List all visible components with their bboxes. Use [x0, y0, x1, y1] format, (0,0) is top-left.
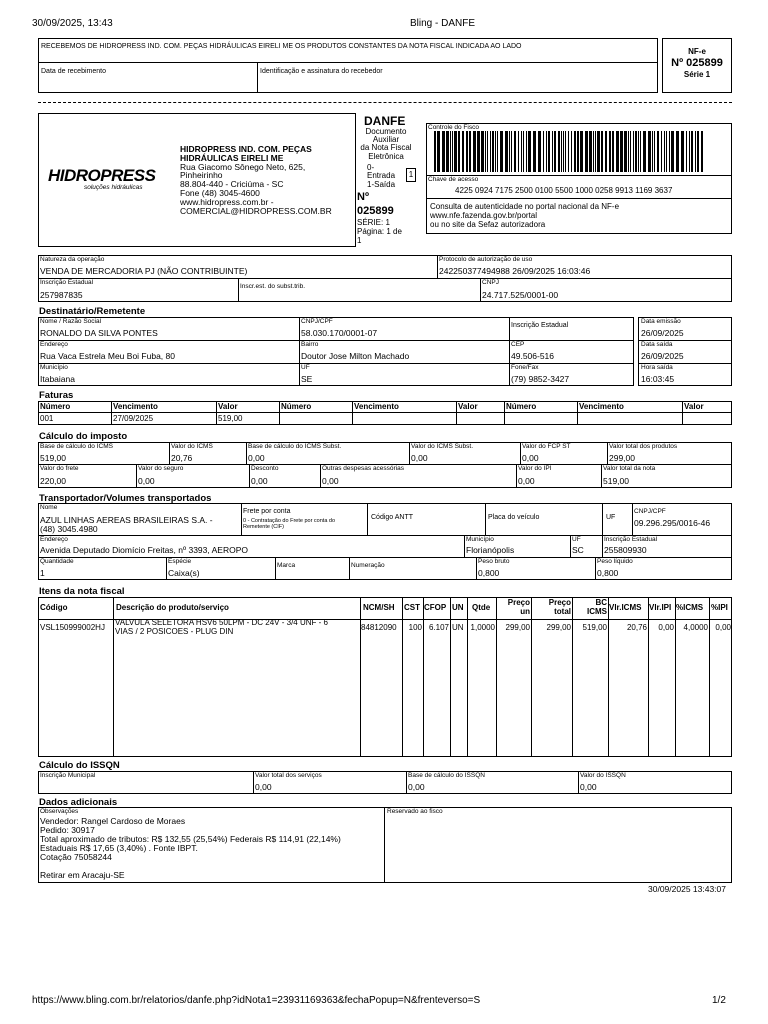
danfe-serie: SÉRIE: 1 [357, 218, 390, 227]
issqn-servicos-label: Valor total dos serviços [255, 772, 322, 779]
emitter-name-1: HIDROPRESS IND. COM. PEÇAS [180, 144, 312, 154]
nome-value: RONALDO DA SILVA PONTES [40, 328, 158, 338]
barcode-bar [630, 131, 631, 172]
col-vlicms: Vlr.ICMS [609, 603, 642, 612]
saida-label: Data saída [641, 341, 673, 348]
canhoto-nfe-label: NF-e [688, 47, 706, 56]
total-produtos-value: 299,00 [609, 453, 635, 463]
reservado-fisco-label: Reservado ao fisco [387, 808, 443, 815]
barcode-bar [454, 131, 457, 172]
transp-ie-value: 255809930 [604, 545, 647, 555]
barcode-bar [511, 131, 512, 172]
emitter-phone: Fone (48) 3045-4600 [180, 188, 260, 198]
outras-despesas-label: Outras despesas acessórias [322, 465, 405, 472]
bairro-label: Bairro [301, 341, 319, 348]
vl-icms-value: 20,76 [171, 453, 193, 463]
barcode-bar [543, 131, 544, 172]
uf-value: SE [301, 374, 313, 384]
barcode-bar [593, 131, 594, 172]
vl-icms-label: Valor do ICMS [171, 443, 213, 450]
municipio-value: Itabaiana [40, 374, 75, 384]
barcode-bar [538, 131, 541, 172]
barcode-bar [434, 131, 436, 172]
frete-value: 220,00 [40, 476, 66, 486]
page-number: 1/2 [712, 995, 726, 1006]
barcode-bar [458, 131, 460, 172]
barcode-bar [548, 131, 550, 172]
emitter-website: www.hidropress.com.br - [180, 197, 274, 207]
emitter-email: COMERCIAL@HIDROPRESS.COM.BR [180, 206, 332, 216]
danfe-sub2: Auxiliar [372, 135, 400, 144]
adicionais-section: Dados adicionais [39, 797, 118, 808]
barcode-bar [528, 131, 531, 172]
col-bc-1: BC [595, 598, 607, 607]
issqn-table [38, 771, 732, 794]
uf-label: UF [301, 364, 310, 371]
chave-acesso-label: Chave de acesso [428, 176, 479, 183]
consulta-line-3: ou no site da Sefaz autorizadora [430, 220, 546, 229]
barcode-bar [686, 131, 687, 172]
col-codigo: Código [40, 603, 68, 612]
emitter-city: 88.804-440 - Criciúma - SC [180, 179, 284, 189]
peso-bruto-label: Peso bruto [478, 558, 510, 565]
col-preco-total-2: total [554, 607, 571, 616]
issqn-valor-label: Valor do ISSQN [580, 772, 626, 779]
obs-line: Pedido: 30917 [40, 825, 95, 835]
bc-icms-st-label: Base de cálculo do ICMS Subst. [248, 443, 342, 450]
item-picms: 4,0000 [683, 623, 708, 632]
item-desc-1: VALVULA SELETORA HSV6 50LPM - DC 24V - 3/4 UNF - 6 [115, 618, 328, 627]
placa-label: Placa do veículo [488, 514, 540, 521]
barcode-bar [638, 131, 639, 172]
barcode-bar [552, 131, 553, 172]
barcode [434, 131, 704, 172]
bc-icms-value: 519,00 [40, 453, 66, 463]
fatura-h-numero-1: Número [40, 402, 71, 411]
issqn-bc-label: Base de cálculo do ISSQN [408, 772, 485, 779]
barcode-bar [666, 131, 667, 172]
col-pipi: %IPI [711, 603, 728, 612]
barcode-bar [490, 131, 491, 172]
natureza-label: Natureza da operação [40, 256, 105, 263]
item-preco-total: 299,00 [546, 623, 571, 632]
page-title: Bling - DANFE [410, 18, 476, 29]
item-un: UN [452, 623, 464, 632]
peso-liquido-label: Peso líquido [597, 558, 633, 565]
barcode-bar [523, 131, 524, 172]
barcode-bar [473, 131, 476, 172]
barcode-bar [652, 131, 653, 172]
barcode-bar [533, 131, 536, 172]
qtd-label: Quantidade [40, 558, 74, 565]
col-vlipi: Vlr.IPI [649, 603, 672, 612]
fone-value: (79) 9852-3427 [511, 374, 570, 384]
danfe-title: DANFE [364, 114, 406, 128]
item-cst: 100 [408, 623, 422, 632]
fcp-st-label: Valor do FCP ST [522, 443, 571, 450]
col-ncm: NCM/SH [363, 603, 395, 612]
barcode-bar [497, 131, 498, 172]
item-desc-2: VIAS / 2 POSICOES - PLUG DIN [115, 627, 234, 636]
barcode-bar [574, 131, 576, 172]
barcode-bar [492, 131, 494, 172]
danfe-pagina-2: 1 [357, 236, 362, 245]
nome-label: Nome / Razão Social [40, 318, 102, 325]
barcode-bar [526, 131, 527, 172]
barcode-bar [671, 131, 674, 172]
barcode-bar [495, 131, 496, 172]
barcode-bar [620, 131, 623, 172]
obs-line: Vendedor: Rangel Cardoso de Moraes [40, 816, 186, 826]
printed-at: 30/09/2025 13:43:07 [648, 884, 726, 894]
col-descricao: Descrição do produto/serviço [116, 603, 229, 612]
emissao-value: 26/09/2025 [641, 328, 684, 338]
barcode-bar [577, 131, 579, 172]
barcode-bar [509, 131, 510, 172]
fatura-vencimento: 27/09/2025 [113, 414, 154, 423]
barcode-bar [676, 131, 679, 172]
cep-label: CEP [511, 341, 525, 348]
danfe-sub3: da Nota Fiscal [360, 143, 412, 152]
fatura-h-valor-3: Valor [684, 402, 704, 411]
barcode-bar [633, 131, 634, 172]
dest-ie-label: Inscrição Estadual [511, 322, 569, 329]
faturas-section: Faturas [39, 390, 74, 401]
obs-line: Retirar em Aracaju-SE [40, 870, 125, 880]
barcode-bar [565, 131, 566, 172]
barcode-bar [452, 131, 453, 172]
fatura-valor: 519,00 [218, 414, 243, 423]
entrada-option: 0- [367, 163, 375, 172]
col-picms: %ICMS [676, 603, 704, 612]
natureza-value: VENDA DE MERCADORIA PJ (NÃO CONTRIBUINTE) [40, 266, 248, 276]
danfe-pagina: Página: 1 de [357, 227, 402, 236]
col-preco-un-2: un [520, 607, 530, 616]
ie-label: Inscrição Estadual [40, 279, 94, 286]
barcode-bar [595, 131, 596, 172]
outras-despesas-value: 0,00 [322, 476, 339, 486]
bc-icms-st-value: 0,00 [248, 453, 265, 463]
transp-ie-label: Inscrição Estadual [604, 536, 658, 543]
barcode-bar [554, 131, 556, 172]
issqn-valor-value: 0,00 [580, 782, 597, 792]
ipi-label: Valor do IPI [518, 465, 552, 472]
col-preco-un-1: Preço [507, 598, 530, 607]
cut-line [38, 102, 732, 103]
especie-value: Caixa(s) [168, 568, 200, 578]
barcode-bar [446, 131, 449, 172]
hidropress-logo: HIDROPRESS [48, 166, 156, 185]
barcode-bar [571, 131, 572, 172]
barcode-bar [568, 131, 569, 172]
receiver-sign-label: Identificação e assinatura do recebedor [260, 68, 383, 75]
transp-uf2-label: UF [572, 536, 581, 543]
barcode-bar [477, 131, 480, 172]
barcode-bar [558, 131, 560, 172]
barcode-bar [450, 131, 451, 172]
emissao-label: Data emissão [641, 318, 681, 325]
qtd-value: 1 [40, 568, 45, 578]
item-preco-un: 299,00 [505, 623, 530, 632]
frete-conta-1: 0 - Contratação do Frete por conta do [243, 518, 336, 524]
canhoto-nfe-number: Nº 025899 [671, 57, 723, 69]
obs-line: Estaduais R$ 17,65 (3,40%) . Fonte IBPT. [40, 843, 198, 853]
saida-value: 26/09/2025 [641, 351, 684, 361]
fatura-h-numero-3: Número [506, 402, 537, 411]
cnpj-label: CNPJ [482, 279, 499, 286]
hora-value: 16:03:45 [641, 374, 675, 384]
total-produtos-label: Valor total dos produtos [609, 443, 678, 450]
barcode-bar [681, 131, 684, 172]
barcode-bar [514, 131, 516, 172]
especie-label: Espécie [168, 558, 192, 565]
barcode-bar [487, 131, 488, 172]
barcode-bar [628, 131, 629, 172]
frete-label: Valor do frete [40, 465, 79, 472]
barcode-bar [500, 131, 503, 172]
item-vlipi: 0,00 [658, 623, 674, 632]
protocolo-label: Protocolo de autorização de uso [439, 256, 533, 263]
frete-conta-2: Remetente (CIF) [243, 524, 284, 530]
obs-line: Cotação 75058244 [40, 852, 112, 862]
barcode-bar [664, 131, 665, 172]
issqn-im-label: Inscrição Municipal [40, 772, 96, 779]
barcode-bar [518, 131, 519, 172]
barcode-bar [563, 131, 564, 172]
barcode-bar [648, 131, 651, 172]
barcode-bar [695, 131, 696, 172]
transporte-section: Transportador/Volumes transportados [39, 493, 212, 504]
transp-endereco-value: Avenida Deputado Diomício Freitas, nº 3393, AEROPO [40, 545, 249, 555]
barcode-bar [640, 131, 641, 172]
barcode-bar [561, 131, 562, 172]
danfe-sub1: Documento [365, 127, 407, 136]
item-codigo: VSL150999002HJ [40, 623, 105, 632]
transp-uf2-value: SC [572, 545, 584, 555]
fatura-numero: 001 [40, 414, 54, 423]
imposto-section: Cálculo do imposto [39, 431, 128, 442]
barcode-bar [546, 131, 547, 172]
fatura-h-vencimento-1: Vencimento [113, 402, 158, 411]
emitter-address-1: Rua Giacomo Sônego Neto, 625, [180, 162, 306, 172]
barcode-bar [481, 131, 484, 172]
seguro-value: 0,00 [138, 476, 155, 486]
print-datetime: 30/09/2025, 13:43 [32, 18, 113, 29]
barcode-bar [437, 131, 440, 172]
barcode-bar [485, 131, 486, 172]
emitter-name-2: HIDRÁULICAS EIRELI ME [180, 153, 284, 163]
transp-cnpj-value: 09.296.295/0016-46 [634, 518, 711, 528]
barcode-bar [466, 131, 468, 172]
item-ncm: 84812090 [361, 623, 397, 632]
col-qtde: Qtde [472, 603, 491, 612]
itens-section: Itens da nota fiscal [39, 586, 125, 597]
item-pipi: 0,00 [715, 623, 731, 632]
marca-label: Marca [277, 562, 296, 569]
item-vlicms: 20,76 [626, 623, 647, 632]
destinatario-section: Destinatário/Remetente [39, 306, 146, 317]
barcode-bar [601, 131, 603, 172]
barcode-bar [609, 131, 611, 172]
issqn-section: Cálculo do ISSQN [39, 760, 120, 771]
danfe-numero: 025899 [357, 205, 394, 217]
col-un: UN [452, 603, 464, 612]
col-preco-total-1: Preço [548, 598, 571, 607]
transp-municipio-value: Florianópolis [466, 545, 515, 555]
barcode-bar [697, 131, 699, 172]
fatura-h-numero-2: Número [281, 402, 312, 411]
transp-uf-label: UF [606, 514, 616, 521]
controle-fisco-label: Controle do Fisco [428, 124, 479, 131]
cpf-value: 58.030.170/0001-07 [301, 328, 378, 338]
fatura-h-valor-1: Valor [218, 402, 238, 411]
saida-option: 1-Saída [367, 180, 396, 189]
frete-conta-label: Frete por conta [243, 508, 291, 515]
antt-label: Código ANTT [371, 514, 414, 521]
barcode-bar [605, 131, 607, 172]
barcode-bar [597, 131, 600, 172]
issqn-bc-value: 0,00 [408, 782, 425, 792]
col-cst: CST [404, 603, 420, 612]
barcode-bar [624, 131, 627, 172]
iest-label: Inscr.est. do subst.trib. [240, 283, 306, 290]
transp-nome-label: Nome [40, 504, 58, 511]
transp-cnpj-label: CNPJ/CPF [634, 508, 666, 515]
barcode-bar [589, 131, 592, 172]
barcode-bar [701, 131, 703, 172]
desconto-label: Desconto [251, 465, 279, 472]
transp-municipio-label: Município [466, 536, 494, 543]
barcode-bar [585, 131, 588, 172]
fatura-h-vencimento-2: Vencimento [354, 402, 399, 411]
barcode-bar [669, 131, 670, 172]
item-qtde: 1,0000 [470, 623, 495, 632]
obs-line: Total aproximado de tributos: R$ 132,55 (25,54%) Federais R$ 114,91 (22,14%) [40, 834, 341, 844]
barcode-bar [654, 131, 655, 172]
peso-liquido-value: 0,800 [597, 568, 619, 578]
peso-bruto-value: 0,800 [478, 568, 500, 578]
barcode-bar [689, 131, 690, 172]
danfe-numero-label: Nº [357, 191, 369, 203]
hidropress-tagline: soluções hidráulicas [84, 184, 143, 191]
cnpj-value: 24.717.525/0001-00 [482, 290, 559, 300]
barcode-bar [505, 131, 508, 172]
barcode-bar [616, 131, 619, 172]
entrada-option-2: Entrada [367, 171, 396, 180]
total-nota-label: Valor total da nota [603, 465, 656, 472]
ipi-value: 0,00 [518, 476, 535, 486]
fatura-h-valor-2: Valor [458, 402, 478, 411]
tipo-value: 1 [408, 170, 414, 179]
consulta-line-1: Consulta de autenticidade no portal nacional da NF-e [430, 202, 620, 211]
desconto-value: 0,00 [251, 476, 268, 486]
fcp-st-value: 0,00 [522, 453, 539, 463]
protocolo-value: 242250377494988 26/09/2025 16:03:46 [439, 266, 591, 276]
seguro-label: Valor do seguro [138, 465, 184, 472]
canhoto-text: RECEBEMOS DE HIDROPRESS IND. COM. PEÇAS HIDRÁULICAS EIRELI ME OS PRODUTOS CONSTANTES DA NOTA FISCAL INDICADA AO LADO [41, 43, 522, 50]
endereco-label: Endereço [40, 341, 68, 348]
fone-label: Fone/Fax [511, 364, 539, 371]
emitter-address-2: Pinheirinho [180, 170, 223, 180]
total-nota-value: 519,00 [603, 476, 629, 486]
canhoto-serie: Série 1 [683, 70, 711, 79]
barcode-bar [469, 131, 471, 172]
barcode-bar [691, 131, 693, 172]
bairro-value: Doutor Jose Milton Machado [301, 351, 410, 361]
barcode-bar [661, 131, 662, 172]
cpf-label: CNPJ/CPF [301, 318, 333, 325]
page-url[interactable]: https://www.bling.com.br/relatorios/danfe.php?idNota1=23931169363&fechaPopup=N&frenteverso=S [32, 995, 481, 1006]
barcode-bar [612, 131, 614, 172]
hora-label: Hora saída [641, 364, 673, 371]
transp-nome-2: (48) 3045.4980 [40, 524, 98, 534]
fatura-h-vencimento-3: Vencimento [579, 402, 624, 411]
endereco-value: Rua Vaca Estrela Meu Boi Fuba, 80 [40, 351, 175, 361]
barcode-bar [521, 131, 522, 172]
barcode-bar [643, 131, 646, 172]
barcode-bar [580, 131, 583, 172]
issqn-servicos-value: 0,00 [255, 782, 272, 792]
barcode-bar [635, 131, 637, 172]
chave-acesso: 4225 0924 7175 2500 0100 5500 1000 0258 9913 1169 3637 [455, 186, 673, 195]
observacoes-label: Observações [40, 808, 79, 815]
transp-nome-1: AZUL LINHAS AEREAS BRASILEIRAS S.A. - [40, 515, 213, 525]
receipt-date-label: Data de recebimento [41, 68, 106, 75]
ie-value: 257987835 [40, 290, 83, 300]
cep-value: 49.506-516 [511, 351, 555, 361]
numeracao-label: Numeração [351, 562, 385, 569]
vl-icms-st-label: Valor do ICMS Subst. [411, 443, 474, 450]
barcode-bar [442, 131, 445, 172]
barcode-bar [657, 131, 659, 172]
bc-icms-label: Base de cálculo do ICMS [40, 443, 113, 450]
item-bc: 519,00 [582, 623, 607, 632]
municipio-label: Município [40, 364, 68, 371]
vl-icms-st-value: 0,00 [411, 453, 428, 463]
consulta-line-2: www.nfe.fazenda.gov.br/portal [430, 211, 538, 220]
col-cfop: CFOP [424, 603, 447, 612]
transp-endereco-label: Endereço [40, 536, 68, 543]
danfe-sub4: Eletrônica [368, 152, 404, 161]
col-bc-2: ICMS [587, 607, 607, 616]
item-cfop: 6.107 [428, 623, 449, 632]
barcode-bar [462, 131, 464, 172]
